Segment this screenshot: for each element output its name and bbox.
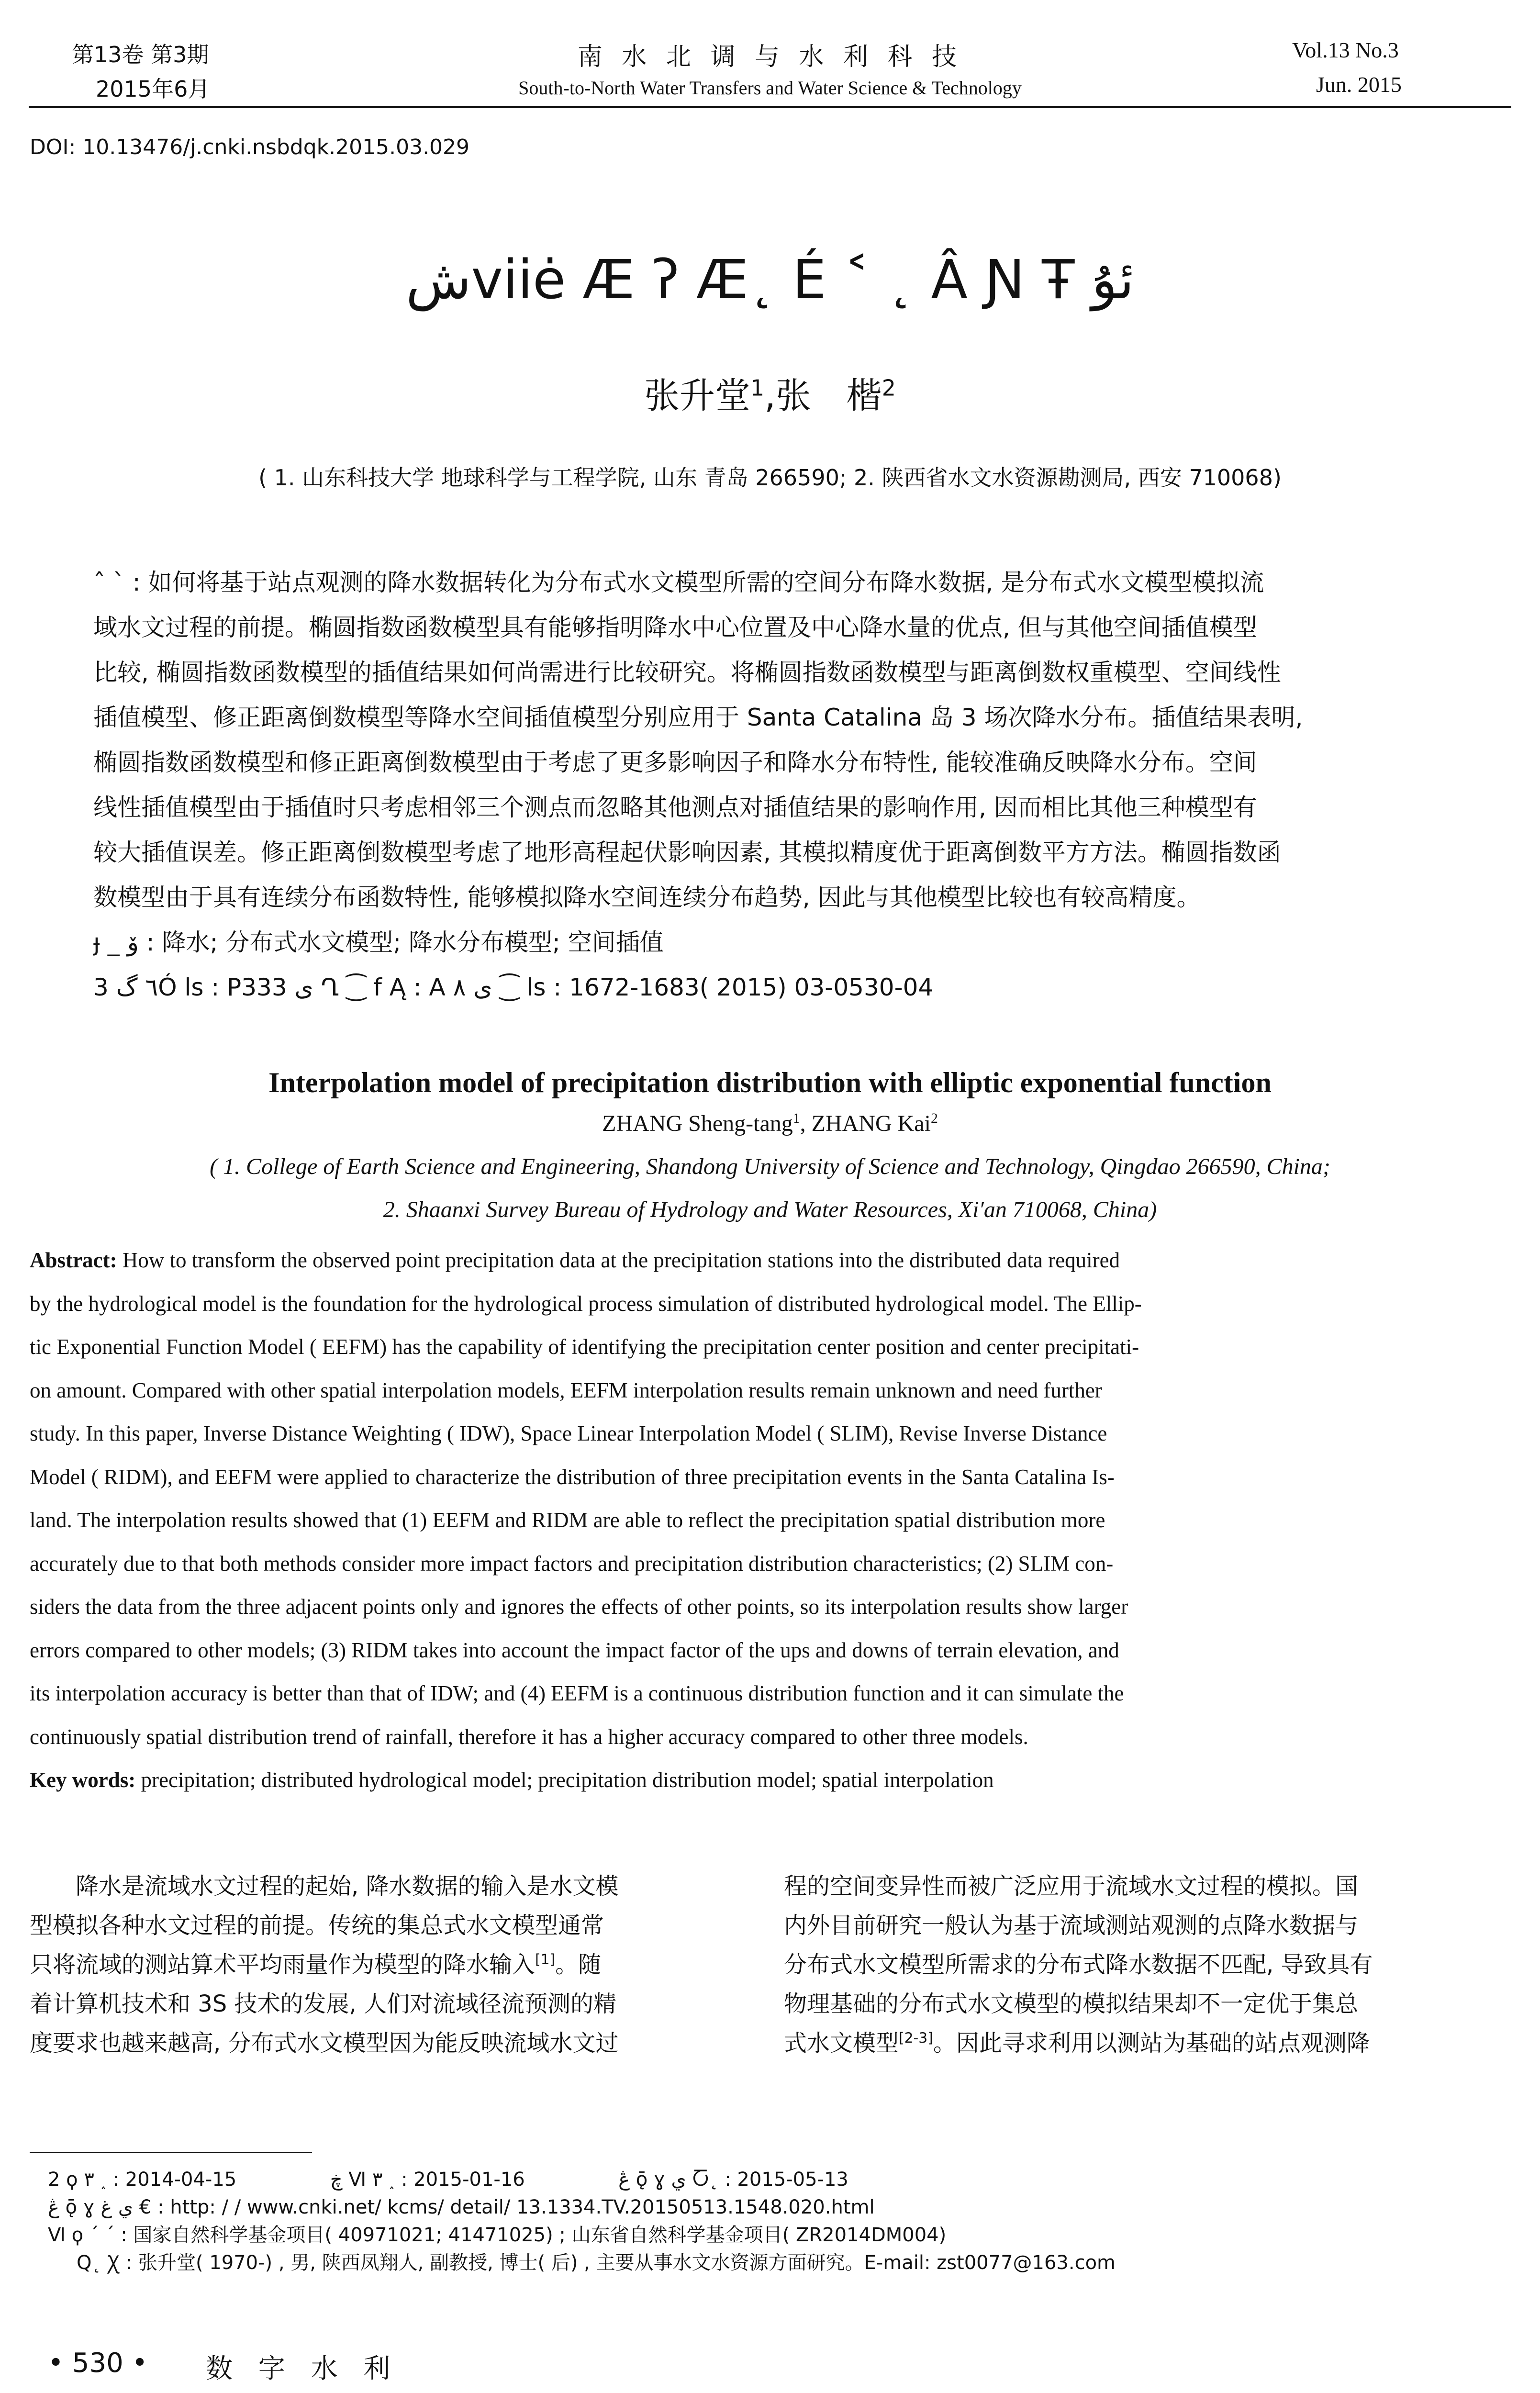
abstract-en-line: tic Exponential Function Model ( EEFM) has the capability of identifying the precipitation center position and center precipitati- [30,1335,1139,1359]
abstract-en-line: Model ( RIDM), and EEFM were applied to characterize the distribution of three precipitation events in the Santa Catalina Is- [30,1465,1115,1489]
abstract-cn-line: 线性插值模型由于插值时只考虑相邻三个测点而忽略其他测点对插值结果的影响作用, 因而相比其他三种模型有 [93,794,1257,821]
body-line: 内外目前研究一般认为基于流域测站观测的点降水数据与 [784,1912,1359,1939]
affiliation-en-line2: 2. Shaanxi Survey Bureau of Hydrology and Water Resources, Xi′an 710068, China) [383,1197,1157,1222]
author-sep-cn: , [764,375,776,416]
header-journal-cn: 南 水 北 调 与 水 利 科 技 [577,43,963,71]
footnote-online-date: ڠ ǭ ɣ ي Ⴀ˛ : 2015-05-13 [618,2169,848,2191]
body-line: 式水文模型 [784,2030,899,2057]
author-1-en: ZHANG Sheng-tang [602,1111,793,1136]
author-1-cn: 张升堂 [644,375,751,416]
affiliation-cn: ( 1. 山东科技大学 地球科学与工程学院, 山东 青岛 266590; 2. 陕西省水文水资源勘测局, 西安 710068) [258,465,1282,491]
abstract-cn-line: 域水文过程的前提。椭圆指数函数模型具有能够指明降水中心位置及中心降水量的优点, 但与其他空间插值模型 [93,614,1257,641]
footnote-online-url: ڠ ǭ ɣ ي غ € : http: / / www.cnki.net/ kcms/ detail/ 13.1334.TV.20150513.1548.020.html [48,2196,875,2218]
keywords-en: precipitation; distributed hydrological model; precipitation distribution model; spatial interpolation [141,1768,994,1792]
body-line: 物理基础的分布式水文模型的模拟结果却不一定优于集总 [784,1990,1359,2017]
abstract-cn-line: 较大插值误差。修正距离倒数模型考虑了地形高程起伏影响因素, 其模拟精度优于距离倒数平方方法。椭圆指数函 [93,839,1281,866]
classification-line: 3 ٦ گÓ ls : P333 ى Ղ ⁐ f Ą : A ى ۸ ⁐ ls : 1672-1683( 2015) 03-0530-04 [93,973,934,1001]
abstract-en [30,1239,1504,1802]
abstract-cn-label: ˆ ˋ : [93,569,141,596]
abstract-en-line: accurately due to that both methods consider more impact factors and precipitation distribution characteristics; (2) SLIM con- [30,1551,1114,1576]
abstract-cn-line: 比较, 椭圆指数函数模型的插值结果如何尚需进行比较研究。将椭圆指数函数模型与距离倒数权重模型、空间线性 [93,659,1281,686]
body-line: 型模拟各种水文过程的前提。传统的集总式水文模型通常 [30,1912,604,1939]
body-line: 程的空间变异性而被广泛应用于流域水文过程的模拟。国 [784,1873,1359,1900]
author-sep-en: , [800,1111,812,1136]
author-2-affil-cn: 2 [882,375,896,401]
body-right-column [784,1867,1502,2063]
body-line: 分布式水文模型所需求的分布式降水数据不匹配, 导致具有 [784,1951,1373,1978]
abstract-cn-line: 插值模型、修正距离倒数模型等降水空间插值模型分别应用于 Santa Catalina 岛 3 场次降水分布。插值结果表明, [93,704,1303,731]
author-2-cn: 张 楷 [775,375,882,416]
footnote-rule [30,2152,312,2153]
footnote-author: Q˛ Ꭓ : 张升堂( 1970-) , 男, 陕西凤翔人, 副教授, 博士( 后) , 主要从事水文水资源方面研究。E-mail: zst0077@163.com [77,2252,1116,2274]
body-line: 降水是流域水文过程的起始, 降水数据的输入是水文模 [76,1873,619,1900]
footnote-received: 2 ϙ ٣ ˰ : 2014-04-15 [48,2169,237,2191]
author-2-affil-en: 2 [930,1110,938,1126]
abstract-en-line: land. The interpolation results showed that (1) EEFM and RIDM are able to reflect the precipitation spatial distribution more [30,1508,1105,1532]
abstract-cn-line: 数模型由于具有连续分布函数特性, 能够模拟降水空间连续分布趋势, 因此与其他模型比较也有较高精度。 [93,883,1201,911]
abstract-en-line: on amount. Compared with other spatial interpolation models, EEFM interpolation results remain unknown and need further [30,1378,1102,1402]
footnotes [48,2166,1507,2277]
abstract-cn [93,560,1467,1010]
author-1-affil-en: 1 [792,1110,800,1126]
paper-title-en: Interpolation model of precipitation distribution with elliptic exponential function [268,1067,1272,1098]
abstract-en-line: siders the data from the three adjacent points only and ignores the effects of other points, so its interpolation results show larger [30,1595,1128,1619]
header-date-cn: 2015年6月 [96,76,210,102]
doi: DOI: 10.13476/j.cnki.nsbdqk.2015.03.029 [30,135,470,159]
affiliation-en-line1: ( 1. College of Earth Science and Engineering, Shandong University of Science and Technology, Qingdao 266590, China; [210,1154,1330,1179]
header-date-en: Jun. 2015 [1316,72,1402,97]
body-line: 着计算机技术和 3S 技术的发展, 人们对流域径流预测的精 [30,1990,617,2017]
abstract-en-line: errors compared to other models; (3) RIDM takes into account the impact factor of the ups and downs of terrain elevation, and [30,1638,1119,1662]
body-line: 度要求也越来越高, 分布式水文模型因为能反映流域水文过 [30,2030,619,2057]
footnote-fund: Ⅵ ϙ ˊ ˊ : 国家自然科学基金项目( 40971021; 41471025) ; 山东省自然科学基金项目( ZR2014DM004) [48,2224,947,2246]
footnote-revised: ڿ Ⅵ ٣ ˰ : 2015-01-16 [330,2169,525,2191]
abstract-en-line: continuously spatial distribution trend of rainfall, therefore it has a higher accuracy compared to other three models. [30,1724,1028,1749]
authors-cn [0,368,1540,418]
author-2-en: ZHANG Kai [811,1111,931,1136]
abstract-en-line: its interpolation accuracy is better than that of IDW; and (4) EEFM is a continuous distribution function and it can simulate the [30,1681,1124,1705]
abstract-en-label: Abstract: [30,1248,117,1272]
author-1-affil-cn: 1 [750,375,765,401]
body-line: 。因此寻求利用以测站为基础的站点观测降 [933,2030,1370,2057]
page-number: • 530 • [48,2348,148,2379]
header-volume-en: Vol.13 No.3 [1292,38,1399,62]
body-left-column [30,1867,738,2063]
authors-en [0,1110,1540,1137]
keywords-cn: 降水; 分布式水文模型; 降水分布模型; 空间插值 [162,928,664,956]
abstract-en-line: study. In this paper, Inverse Distance Weighting ( IDW), Space Linear Interpolation Model ( SLIM), Revise Inverse Distance [30,1421,1107,1445]
citation-ref: [2-3] [899,2030,933,2046]
abstract-cn-line: 椭圆指数函数模型和修正距离倒数模型由于考虑了更多影响因子和降水分布特性, 能较准确反映降水分布。空间 [93,749,1257,776]
header-volume-cn: 第13卷 第3期 [72,42,209,67]
abstract-cn-line: 如何将基于站点观测的降水数据转化为分布式水文模型所需的空间分布降水数据, 是分布式水文模型模拟流 [148,569,1264,596]
body-line: 只将流域的测站算术平均雨量作为模型的降水输入 [30,1951,536,1978]
header-journal-en: South-to-North Water Transfers and Water Science & Technology [518,77,1022,99]
citation-ref: [1] [535,1951,556,1968]
header-rule [29,106,1511,108]
abstract-en-line: by the hydrological model is the foundation for the hydrological process simulation of distributed hydrological model. The Ellip- [30,1291,1142,1316]
abstract-en-line: How to transform the observed point precipitation data at the precipitation stations into the distributed data required [122,1248,1120,1272]
footer-section: 数 字 水 利 [206,2353,399,2384]
keywords-cn-label: ɟ _ ۆ : [93,928,155,956]
body-line: 。随 [555,1951,602,1978]
paper-title-cn: شviiė Æ ʔ Æ˛ É ˂ ˛ Â Ɲ Ŧ ئۇ [405,249,1135,311]
keywords-en-label: Key words: [30,1768,136,1792]
